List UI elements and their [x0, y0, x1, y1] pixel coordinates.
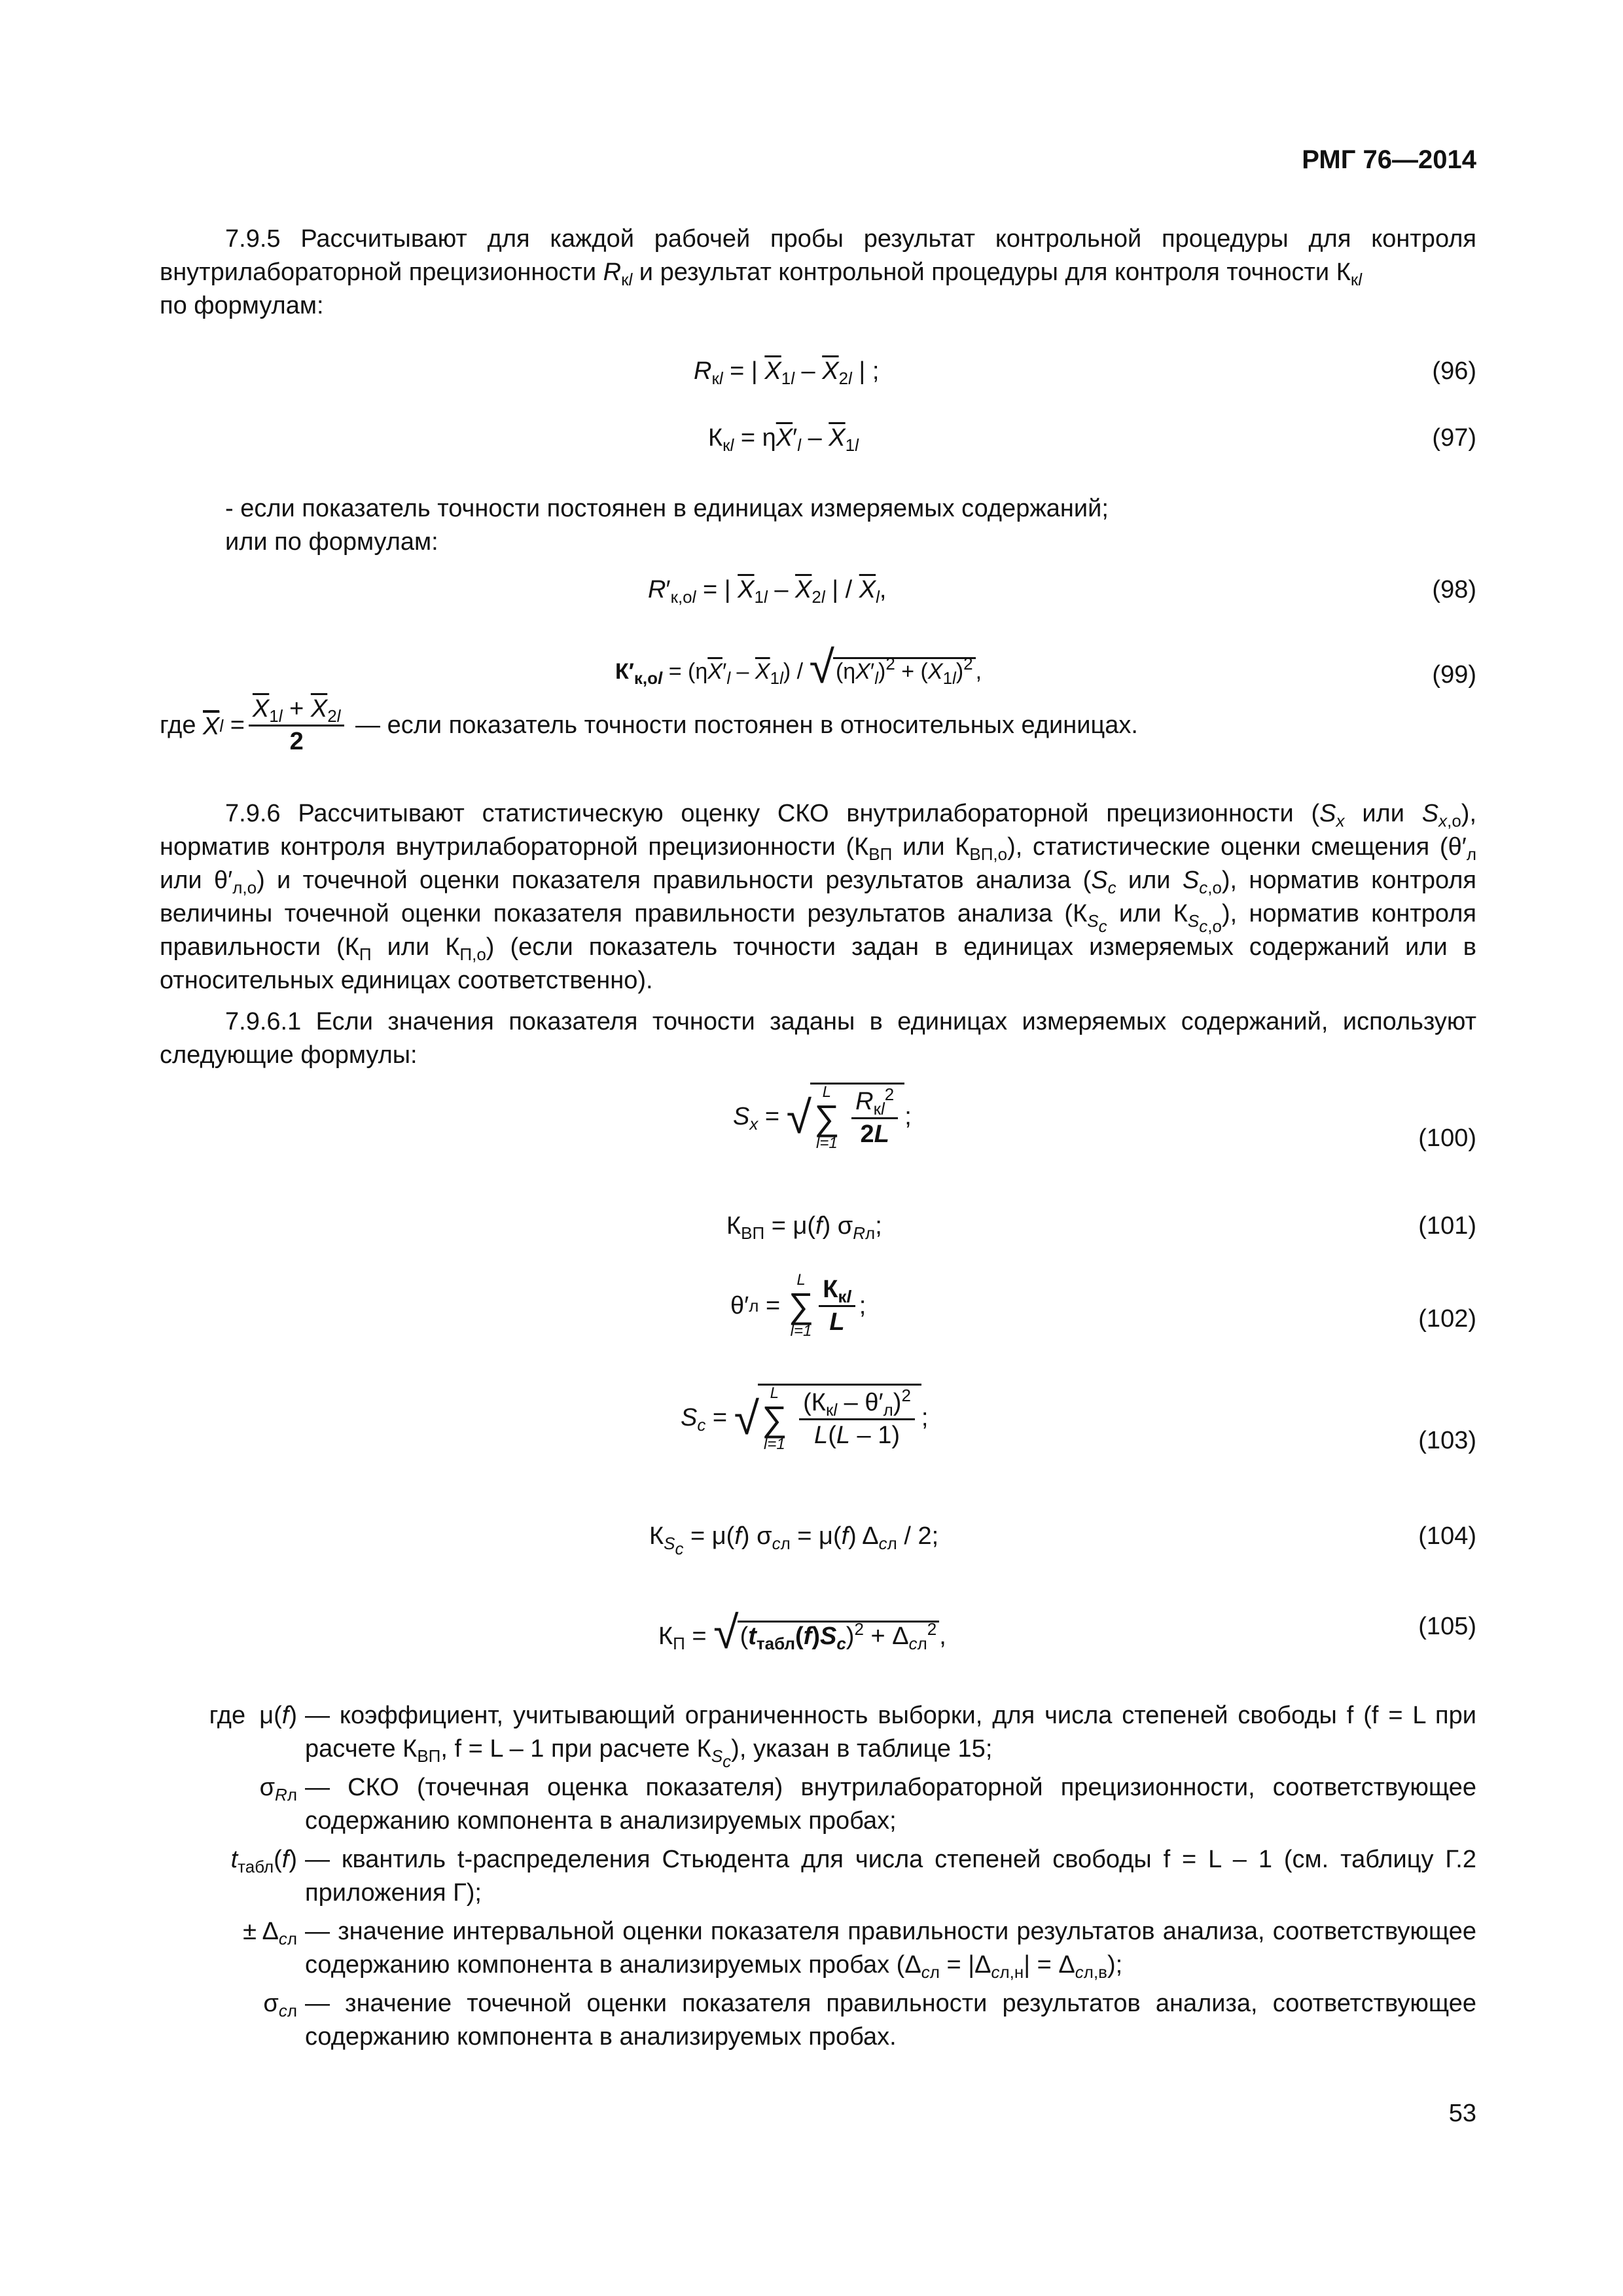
equation-number-102: (102): [1418, 1305, 1476, 1333]
formula-105: $К_П = √(t_{табл}(f)S_c)^2 + \Delta_{cл}^2$ ,: [658, 1607, 946, 1658]
document-header: РМГ 76—2014: [1302, 145, 1476, 174]
equation-number-100: (100): [1418, 1124, 1476, 1152]
note-constant-units: - если показатель точности постоянен в единицах измеряемых содержаний; или по формулам:: [225, 495, 1109, 556]
formula-98: $R'_{к,оl}$ = | $\overline{X}_{1l} - \overline{X}_{2l}$ | / $\overline{X}_l$,: [648, 576, 887, 607]
equation-number-99: (99): [1432, 661, 1476, 689]
equation-number-98: (98): [1432, 576, 1476, 603]
formula-97: $К_{кl} = \eta\overline{X}'_l - \overline{X}_{1l}$: [708, 424, 859, 455]
definitions-list: [160, 1699, 1476, 2054]
formula-102: θ′ л = L ∑ l=1 $\frac{К_{кl}}{L}$ ;: [730, 1271, 866, 1340]
formula-104: $К_{S_c} = \mu(f) \sigma_{cл} = \mu(f)$ $\Delta_{cл} / 2$;: [649, 1522, 939, 1558]
formula-99: $К'_{к,оl} = (\eta\overline{X}'_l - \overline{X}_{1l}) / √(\eta\overline{X}'_l)^2 + (\overline{X}_{1l})^2$ ,: [615, 641, 982, 692]
formula-101: $К_{ВП} = \mu(f)$ $\sigma_{Rл}$;: [726, 1212, 882, 1243]
definition-delta: ± $\Delta_{cл}$ — значение интервальной оценки показателя правильности результатов анализа, соответствующее содержанию компонента в анализируемых пробах $(\Delta_{cл} = |\Delta_{cл,н}| = \Delta_{cл,в})$;: [243, 1918, 1476, 1982]
paragraph-7-9-5: 7.9.5 Рассчитывают для каждой рабочей пробы результат контрольной процедуры для контроля внутрилабораторной прецизионности $R_{кl}$ и результат контрольной процедуры для контроля точности $К_{кl}$ по формулам:: [160, 225, 1476, 319]
definition-mean-x: где $\overline{X}$ l = $\frac{\overline{X}_{1l} + \overline{X}_{2l}}{2}$ — если показатель точности постоянен в относительных единицах.: [160, 695, 1138, 755]
equation-number-96: (96): [1432, 357, 1476, 385]
equation-number-104: (104): [1418, 1522, 1476, 1550]
formula-103: $S_c$ = √ L ∑ l=1 $\frac{(К_{кl} - \theta'_л)^2}{L(L - 1)}$ ;: [681, 1384, 929, 1453]
definition-sigma-c: $\sigma_{cл}$ — значение точечной оценки показателя правильности результатов анализа, соответствующее содержанию компонента в анализируемых пробах.: [263, 1990, 1476, 2051]
paragraph-7-9-6-1: 7.9.6.1 Если значения показателя точности заданы в единицах измеряемых содержаний, используют следующие формулы:: [160, 1008, 1476, 1069]
equation-number-103: (103): [1418, 1427, 1476, 1454]
formula-96: $R_{кl}$ = | $\overline{X}_{1l} - \overline{X}_{2l}$ | ;: [694, 357, 880, 388]
equation-number-97: (97): [1432, 424, 1476, 452]
page-number: 53: [1448, 2100, 1476, 2127]
formula-100: $S_x$ = √ L ∑ l=1 $\frac{R_{кl}^2}{2L}$ ;: [733, 1083, 912, 1152]
definition-sigma-r: $\sigma_{Rл}$ — СКО (точечная оценка показателя) внутрилабораторной прецизионности, соответствующее содержанию компонента в анализируемых пробах;: [259, 1774, 1476, 1835]
equation-number-105: (105): [1418, 1613, 1476, 1640]
paragraph-7-9-6: 7.9.6 Рассчитывают статистическую оценку СКО внутрилабораторной прецизионности ($S_x$ или $S_{x,о}$), норматив контроля внутрилабораторной прецизионности ($К_{ВП}$ или $К_{ВП,о}$), статистические оценки смещения ($\theta'_л$ или $\theta'_{л,о}$) и точечной оценки показателя правильности результатов анализа ($S_c$ или $S_{c,о}$), норматив контроля величины точечной оценки показателя правильности результатов анализа ($К_{S_c}$ или $К_{S_{c,о}}$), норматив контроля правильности ($К_П$ или $К_{П,о}$) (если показатель точности задан в единицах измеряемых содержаний или в относительных единицах соответственно).: [160, 800, 1477, 994]
definition-mu: где μ(f) — коэффициент, учитывающий ограниченность выборки, для числа степеней свободы f (f = L при расчете $К_{ВП}$, f = L – 1 при расчете $К_{S_c}$), указан в таблице 15;: [209, 1702, 1476, 1771]
definition-t-quantile: $t_{табл}(f)$ — квантиль t-распределения Стьюдента для числа степеней свободы f = L – 1 (см. таблицу Г.2 приложения Г);: [230, 1846, 1476, 1907]
equation-number-101: (101): [1418, 1212, 1476, 1240]
